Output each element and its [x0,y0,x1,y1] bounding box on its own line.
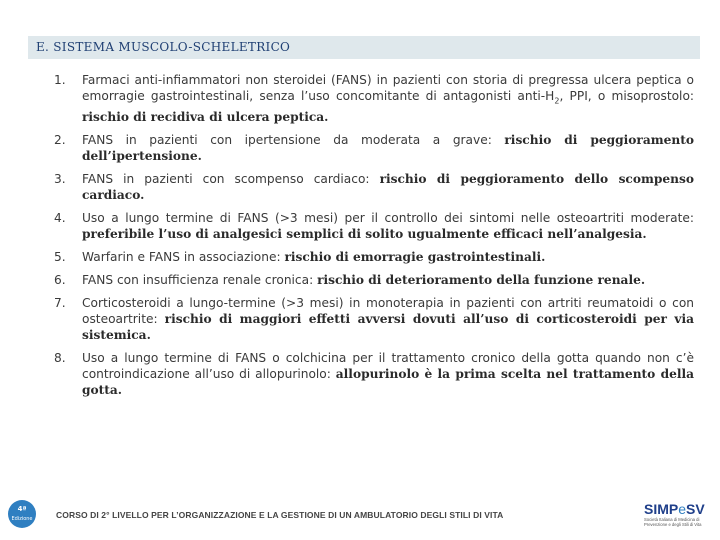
item-number: 7. [54,296,66,311]
list-item [54,72,694,125]
item-text: Uso a lungo termine di FANS (>3 mesi) per il controllo dei sintomi nelle osteoartriti moderate: [82,211,694,226]
logo-simp: SIMP [644,501,679,517]
edition-label: Edizione [11,516,33,522]
item-number: 5. [54,250,66,265]
item-number: 3. [54,172,66,187]
item-highlight: rischio di peggioramento dell’ipertensione. [82,133,694,164]
item-number: 2. [54,133,66,148]
logo-subtitle: Società Italiana di Medicina di Prevenzione e degli Stili di Vita [644,517,702,527]
item-text: Corticosteroidi a lungo-termine (>3 mesi) in monoterapia in pazienti con artriti reumatoidi o con osteoartrite: [82,296,694,327]
logo-e: e [678,501,687,517]
item-text-cont: , PPI, o misoprostolo: [559,89,695,103]
course-title: CORSO DI 2° LIVELLO PER L’ORGANIZZAZIONE E LA GESTIONE DI UN AMBULATORIO DEGLI STILI DI VITA [56,510,504,520]
item-highlight: rischio di emorragie gastrointestinali. [284,250,546,265]
item-text: Farmaci anti-infiammatori non steroidei (FANS) in pazienti con storia di pregressa ulcera peptica o emorragie gastrointestinali, senza l’uso concomitante di antagonisti anti-H [82,73,694,103]
item-highlight: rischio di maggiori effetti avversi dovuti all’uso di corticosteroidi per via sistemica. [82,312,694,343]
item-text: Uso a lungo termine di FANS o colchicina per il trattamento cronico della gotta quando non c’è controindicazione all’uso di allopurinolo: [82,351,694,382]
item-highlight: rischio di deterioramento della funzione renale. [317,273,646,288]
item-highlight: allopurinolo è la prima scelta nel trattamento della gotta. [82,367,695,398]
list-item [54,249,694,265]
logo-sv: SV [686,501,705,517]
section-header-bar [28,36,700,59]
logo-wordmark [644,501,705,517]
item-highlight: preferibile l’uso di analgesici semplici di solito ugualmente efficaci nell’analgesia. [82,227,647,242]
item-highlight: rischio di peggioramento dello scompenso cardiaco. [82,172,695,203]
item-number: 1. [54,73,66,87]
edition-number: 4ª [17,505,27,513]
item-number: 6. [54,273,66,288]
section-title: E. SISTEMA MUSCOLO-SCHELETRICO [36,40,291,54]
item-text: FANS in pazienti con ipertensione da moderata a grave: [82,133,505,148]
edition-badge [8,500,36,528]
item-number: 8. [54,351,66,366]
list-item [54,171,694,203]
item-text: FANS in pazienti con scompenso cardiaco: [82,172,380,187]
list-item [54,295,694,343]
recommendation-list [54,72,694,398]
simpesv-logo [642,501,714,535]
list-item [54,210,694,242]
item-text: Warfarin e FANS in associazione: [82,250,285,265]
list-item [54,272,694,288]
footer [0,498,720,540]
list-item [54,132,694,164]
item-highlight: rischio di recidiva di ulcera peptica. [82,110,329,125]
item-text: FANS con insufficienza renale cronica: [82,273,318,288]
item-number: 4. [54,211,66,226]
item-subscript: 2 [554,96,560,106]
list-item [54,350,694,398]
